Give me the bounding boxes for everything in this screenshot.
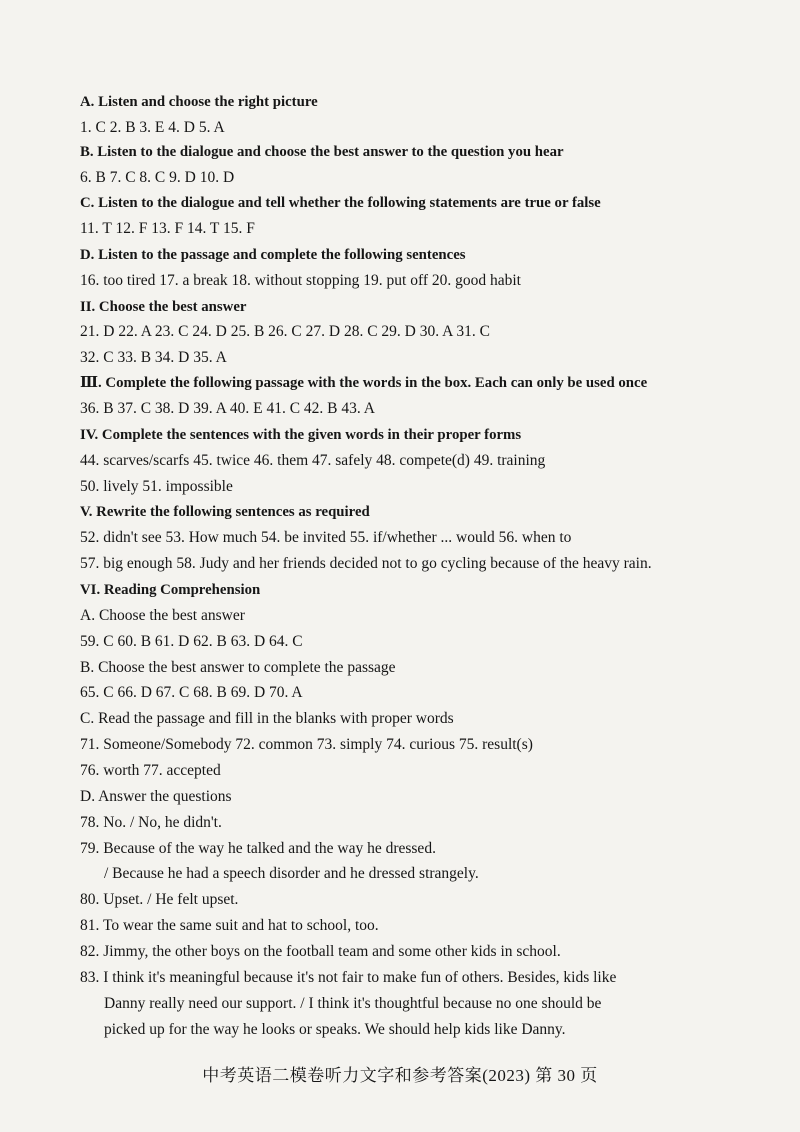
answer-83-line-2: Danny really need our support. / I think it's thoughtful because no one should be xyxy=(104,995,602,1012)
part-iii-answers: 36. B 37. C 38. D 39. A 40. E 41. C 42. B 43. A xyxy=(80,400,375,417)
section-b-answers: 6. B 7. C 8. C 9. D 10. D xyxy=(80,169,235,186)
section-d-answers: 16. too tired 17. a break 18. without stopping 19. put off 20. good habit xyxy=(80,272,521,289)
part-vi-c-heading: C. Read the passage and fill in the blanks with proper words xyxy=(80,710,454,727)
part-ii-answers-2: 32. C 33. B 34. D 35. A xyxy=(80,349,227,366)
part-iii-heading: Ⅲ. Complete the following passage with the words in the box. Each can only be used once xyxy=(80,375,648,391)
answer-82: 82. Jimmy, the other boys on the football team and some other kids in school. xyxy=(80,943,561,960)
section-a-heading: A. Listen and choose the right picture xyxy=(80,94,318,110)
answer-79-line-1: 79. Because of the way he talked and the way he dressed. xyxy=(80,840,436,857)
answer-78: 78. No. / No, he didn't. xyxy=(80,814,222,831)
part-iv-answers-2: 50. lively 51. impossible xyxy=(80,478,233,495)
part-vi-b-answers: 65. C 66. D 67. C 68. B 69. D 70. A xyxy=(80,684,303,701)
section-c-answers: 11. T 12. F 13. F 14. T 15. F xyxy=(80,220,255,237)
part-v-heading: V. Rewrite the following sentences as required xyxy=(80,504,370,520)
section-d-heading: D. Listen to the passage and complete the following sentences xyxy=(80,247,466,263)
part-vi-c-answers-1: 71. Someone/Somebody 72. common 73. simply 74. curious 75. result(s) xyxy=(80,736,533,753)
part-vi-c-answers-2: 76. worth 77. accepted xyxy=(80,762,221,779)
part-ii-heading: II. Choose the best answer xyxy=(80,299,247,315)
part-vi-b-heading: B. Choose the best answer to complete the passage xyxy=(80,659,396,676)
answer-83-line-3: picked up for the way he looks or speaks. We should help kids like Danny. xyxy=(104,1021,566,1038)
page-footer: 中考英语二模卷听力文字和参考答案(2023) 第 30 页 xyxy=(202,1066,598,1085)
part-vi-a-answers: 59. C 60. B 61. D 62. B 63. D 64. C xyxy=(80,633,303,650)
answer-80: 80. Upset. / He felt upset. xyxy=(80,891,239,908)
section-a-answers: 1. C 2. B 3. E 4. D 5. A xyxy=(80,119,225,136)
answer-83-line-1: 83. I think it's meaningful because it's not fair to make fun of others. Besides, kids like xyxy=(80,969,617,986)
answer-81: 81. To wear the same suit and hat to school, too. xyxy=(80,917,379,934)
part-iv-heading: IV. Complete the sentences with the given words in their proper forms xyxy=(80,427,522,443)
part-vi-heading: VI. Reading Comprehension xyxy=(80,582,261,598)
part-v-answers-2: 57. big enough 58. Judy and her friends decided not to go cycling because of the heavy rain. xyxy=(80,555,652,572)
section-b-heading: B. Listen to the dialogue and choose the best answer to the question you hear xyxy=(80,144,564,160)
part-v-answers-1: 52. didn't see 53. How much 54. be invited 55. if/whether ... would 56. when to xyxy=(80,529,572,546)
section-c-heading: C. Listen to the dialogue and tell whether the following statements are true or false xyxy=(80,195,601,211)
part-ii-answers-1: 21. D 22. A 23. C 24. D 25. B 26. C 27. D 28. C 29. D 30. A 31. C xyxy=(80,323,490,340)
part-iv-answers-1: 44. scarves/scarfs 45. twice 46. them 47. safely 48. compete(d) 49. training xyxy=(80,452,546,469)
part-vi-a-heading: A. Choose the best answer xyxy=(80,607,245,624)
answer-79-line-2: / Because he had a speech disorder and he dressed strangely. xyxy=(104,865,479,882)
part-vi-d-heading: D. Answer the questions xyxy=(80,788,232,805)
